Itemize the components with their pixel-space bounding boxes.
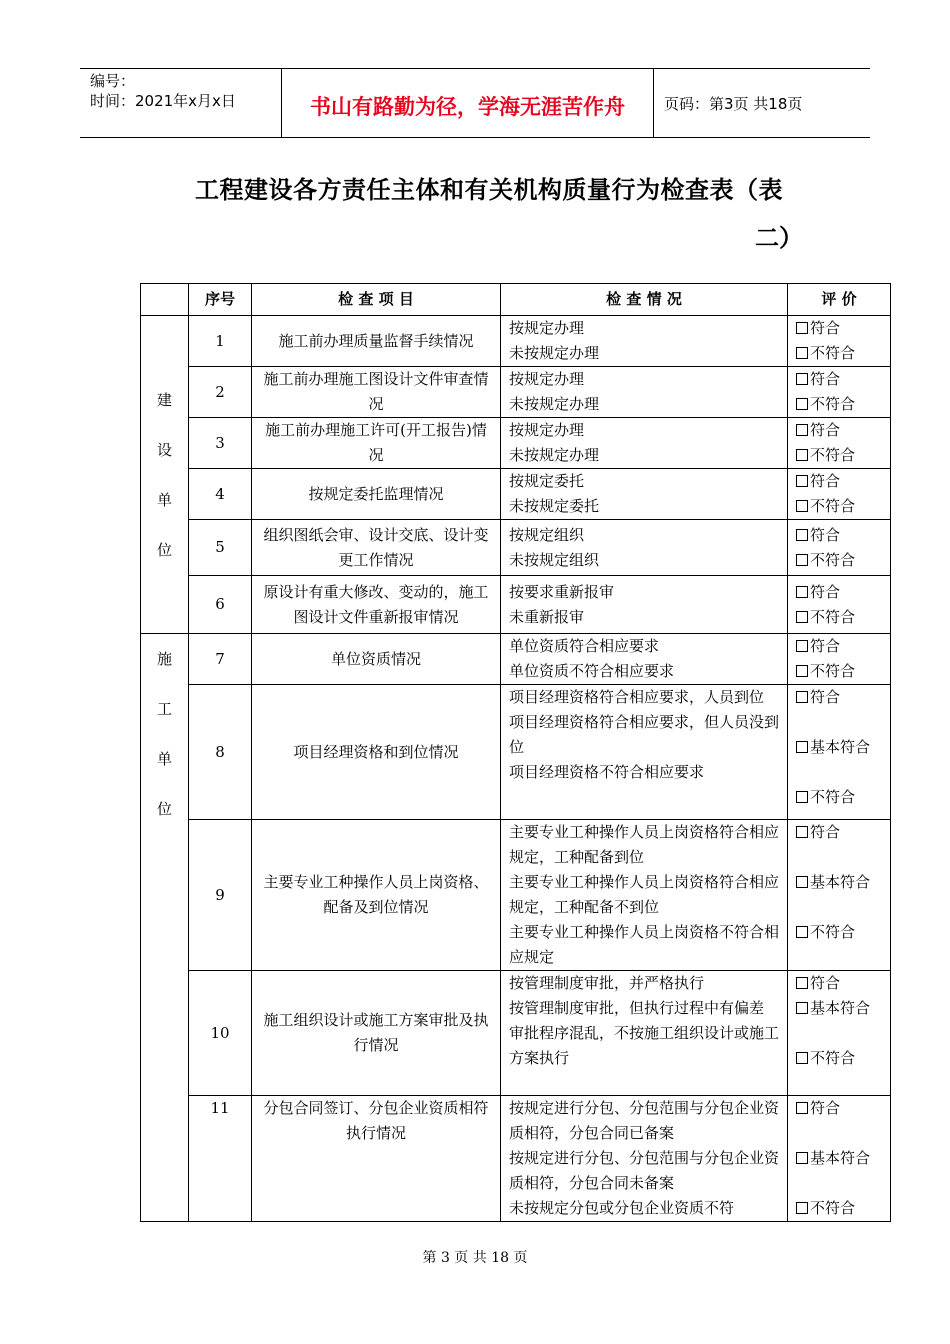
evaluation-option-label: 符合	[810, 370, 841, 388]
evaluation-option[interactable]	[796, 1146, 882, 1171]
column-header-no: 序号	[189, 284, 252, 316]
check-item: 按规定委托监理情况	[252, 469, 501, 520]
evaluation	[788, 367, 891, 418]
checkbox-icon[interactable]	[796, 611, 808, 623]
check-situation-line: 未按规定委托	[509, 497, 600, 515]
column-header-eval: 评 价	[788, 284, 891, 316]
check-situation	[501, 1096, 788, 1222]
section-label-text: 建设单位	[156, 390, 172, 559]
check-situation-line: 按规定进行分包、分包范围与分包企业资质相符，分包合同未备案	[509, 1149, 780, 1192]
check-situation-line: 未重新报审	[509, 607, 585, 626]
table-row	[141, 367, 891, 418]
evaluation-option-label: 符合	[810, 637, 841, 655]
check-situation	[501, 316, 788, 367]
table-header-row	[141, 284, 891, 316]
row-number: 10	[189, 971, 252, 1096]
table-row	[141, 520, 891, 576]
checkbox-icon[interactable]	[796, 791, 808, 803]
evaluation-option-label: 符合	[810, 974, 841, 992]
evaluation-option-label: 不符合	[810, 788, 856, 806]
check-situation	[501, 820, 788, 971]
evaluation	[788, 820, 891, 971]
checkbox-icon[interactable]	[796, 322, 808, 334]
check-situation-line: 项目经理资格符合相应要求，但人员没到位	[509, 713, 780, 756]
check-situation	[501, 469, 788, 520]
document-title-line2: 二）	[755, 224, 803, 252]
evaluation-option[interactable]	[796, 996, 882, 1021]
check-situation	[501, 634, 788, 685]
evaluation	[788, 634, 891, 685]
check-situation-line: 按规定办理	[509, 319, 585, 337]
checkbox-icon[interactable]	[796, 398, 808, 410]
check-situation-line: 按规定办理	[509, 421, 585, 439]
check-item: 主要专业工种操作人员上岗资格、配备及到位情况	[252, 820, 501, 971]
evaluation-option-label: 符合	[810, 582, 841, 601]
row-number: 8	[189, 685, 252, 820]
section-label	[141, 316, 189, 634]
check-item: 施工组织设计或施工方案审批及执行情况	[252, 971, 501, 1096]
check-item: 施工前办理施工许可(开工报告)情况	[252, 418, 501, 469]
evaluation-option-label: 不符合	[810, 497, 856, 515]
table-row	[141, 820, 891, 971]
checkbox-icon[interactable]	[796, 475, 808, 487]
check-situation-line: 主要专业工种操作人员上岗资格符合相应规定，工种配备不到位	[509, 873, 780, 916]
check-situation-line: 未按规定组织	[509, 550, 600, 569]
evaluation-option[interactable]	[796, 341, 882, 366]
check-item: 组织图纸会审、设计交底、设计变更工作情况	[252, 520, 501, 576]
check-situation-line: 按管理制度审批，并严格执行	[509, 974, 705, 992]
check-situation-line: 单位资质不符合相应要求	[509, 662, 675, 680]
evaluation	[788, 1096, 891, 1222]
check-item: 原设计有重大修改、变动的，施工图设计文件重新报审情况	[252, 576, 501, 634]
row-number: 1	[189, 316, 252, 367]
evaluation-option-label: 符合	[810, 319, 841, 337]
check-item: 施工前办理质量监督手续情况	[252, 316, 501, 367]
document-date: 时间：2021年x月x日	[90, 92, 236, 110]
checkbox-icon[interactable]	[796, 1052, 808, 1064]
evaluation-option-label: 不符合	[810, 344, 856, 362]
evaluation	[788, 469, 891, 520]
document-title-line1: 工程建设各方责任主体和有关机构质量行为检查表（表	[195, 176, 783, 204]
checkbox-icon[interactable]	[796, 347, 808, 359]
checkbox-icon[interactable]	[796, 1202, 808, 1214]
evaluation	[788, 576, 891, 634]
check-situation	[501, 418, 788, 469]
row-number: 3	[189, 418, 252, 469]
check-item: 施工前办理施工图设计文件审查情况	[252, 367, 501, 418]
check-situation-line: 按规定进行分包、分包范围与分包企业资质相符，分包合同已备案	[509, 1099, 780, 1142]
check-situation-line: 按规定组织	[509, 525, 585, 544]
section-label-text: 施工单位	[156, 650, 172, 818]
evaluation-option-label: 不符合	[810, 395, 856, 413]
header-page-info: 页码：第3页 共18页	[664, 95, 803, 113]
checkbox-icon[interactable]	[796, 586, 808, 598]
evaluation	[788, 520, 891, 576]
evaluation-option[interactable]	[796, 870, 882, 895]
check-situation-line: 主要专业工种操作人员上岗资格符合相应规定，工种配备到位	[509, 823, 780, 866]
evaluation-option-label: 基本符合	[810, 873, 871, 891]
evaluation	[788, 971, 891, 1096]
evaluation-option[interactable]	[796, 548, 882, 573]
table-row	[141, 685, 891, 820]
check-situation	[501, 685, 788, 820]
evaluation-option[interactable]	[796, 634, 882, 659]
inspection-table	[140, 283, 891, 1222]
column-header-item: 检 查 项 目	[252, 284, 501, 316]
checkbox-icon[interactable]	[796, 529, 808, 541]
evaluation-option-label: 不符合	[810, 662, 856, 680]
evaluation	[788, 685, 891, 820]
check-situation	[501, 520, 788, 576]
evaluation-option[interactable]	[796, 1096, 882, 1121]
checkbox-icon[interactable]	[796, 449, 808, 461]
checkbox-icon[interactable]	[796, 424, 808, 436]
evaluation-option[interactable]	[796, 785, 882, 810]
evaluation-option-label: 符合	[810, 525, 841, 544]
evaluation-option[interactable]	[796, 820, 882, 845]
row-number: 7	[189, 634, 252, 685]
check-situation-line: 按规定委托	[509, 472, 585, 490]
evaluation-option[interactable]	[796, 971, 882, 996]
evaluation-option-label: 不符合	[810, 1049, 856, 1067]
checkbox-icon[interactable]	[796, 640, 808, 652]
check-situation-line: 未按规定办理	[509, 395, 600, 413]
checkbox-icon[interactable]	[796, 826, 808, 838]
document-number-label: 编号：	[90, 72, 136, 90]
evaluation-option[interactable]	[796, 469, 882, 494]
check-situation-line: 主要专业工种操作人员上岗资格不符合相应规定	[509, 923, 780, 966]
check-situation-line: 单位资质符合相应要求	[509, 637, 660, 655]
evaluation-option[interactable]	[796, 920, 882, 945]
evaluation-option-label: 符合	[810, 472, 841, 490]
checkbox-icon[interactable]	[796, 500, 808, 512]
evaluation-option-label: 不符合	[810, 550, 856, 569]
check-situation-line: 审批程序混乱，不按施工组织设计或施工方案执行	[509, 1024, 780, 1067]
evaluation-option[interactable]	[796, 523, 882, 548]
evaluation-option[interactable]	[796, 392, 882, 417]
row-number: 5	[189, 520, 252, 576]
header-motto: 书山有路勤为径，学海无涯苦作舟	[310, 95, 625, 119]
evaluation-option[interactable]	[796, 605, 882, 630]
check-item: 单位资质情况	[252, 634, 501, 685]
evaluation-option-label: 符合	[810, 688, 841, 706]
evaluation-option[interactable]	[796, 418, 882, 443]
evaluation-option[interactable]	[796, 1046, 882, 1071]
evaluation	[788, 316, 891, 367]
checkbox-icon[interactable]	[796, 373, 808, 385]
check-situation-line: 按规定办理	[509, 370, 585, 388]
header-meta	[90, 71, 280, 111]
table-row	[141, 418, 891, 469]
header-divider	[653, 69, 654, 137]
check-situation-line: 未按规定办理	[509, 446, 600, 464]
check-situation-line: 项目经理资格不符合相应要求	[509, 763, 705, 781]
checkbox-icon[interactable]	[796, 1152, 808, 1164]
evaluation-option[interactable]	[796, 443, 882, 468]
table-row	[141, 971, 891, 1096]
evaluation-option-label: 不符合	[810, 923, 856, 941]
table-row	[141, 634, 891, 685]
check-situation	[501, 971, 788, 1096]
check-situation-line: 项目经理资格符合相应要求，人员到位	[509, 688, 765, 706]
column-header-check: 检 查 情 况	[501, 284, 788, 316]
check-situation	[501, 576, 788, 634]
checkbox-icon[interactable]	[796, 926, 808, 938]
evaluation-option-label: 不符合	[810, 1199, 856, 1217]
evaluation-option-label: 基本符合	[810, 738, 871, 756]
row-number: 9	[189, 820, 252, 971]
row-number: 11	[189, 1096, 252, 1222]
row-number: 2	[189, 367, 252, 418]
evaluation-option[interactable]	[796, 659, 882, 684]
evaluation-option-label: 符合	[810, 1099, 841, 1117]
row-number: 4	[189, 469, 252, 520]
table-row	[141, 576, 891, 634]
evaluation-option[interactable]	[796, 367, 882, 392]
checkbox-icon[interactable]	[796, 665, 808, 677]
section-label	[141, 634, 189, 1222]
table-row	[141, 1096, 891, 1222]
evaluation-option[interactable]	[796, 685, 882, 710]
check-situation-line: 未按规定分包或分包企业资质不符	[509, 1199, 735, 1217]
checkbox-icon[interactable]	[796, 876, 808, 888]
checkbox-icon[interactable]	[796, 977, 808, 989]
evaluation-option-label: 符合	[810, 823, 841, 841]
evaluation-option[interactable]	[796, 316, 882, 341]
evaluation-option-label: 不符合	[810, 446, 856, 464]
check-item: 分包合同签订、分包企业资质相符执行情况	[252, 1096, 501, 1222]
evaluation-option[interactable]	[796, 494, 882, 519]
evaluation	[788, 418, 891, 469]
table-row	[141, 469, 891, 520]
checkbox-icon[interactable]	[796, 691, 808, 703]
evaluation-option-label: 基本符合	[810, 999, 871, 1017]
check-situation-line: 未按规定办理	[509, 344, 600, 362]
table-row	[141, 316, 891, 367]
check-item: 项目经理资格和到位情况	[252, 685, 501, 820]
evaluation-option-label: 不符合	[810, 607, 856, 626]
evaluation-option[interactable]	[796, 735, 882, 760]
evaluation-option-label: 基本符合	[810, 1149, 871, 1167]
checkbox-icon[interactable]	[796, 741, 808, 753]
check-situation	[501, 367, 788, 418]
checkbox-icon[interactable]	[796, 1102, 808, 1114]
row-number: 6	[189, 576, 252, 634]
checkbox-icon[interactable]	[796, 1002, 808, 1014]
evaluation-option[interactable]	[796, 1196, 882, 1221]
check-situation-line: 按管理制度审批，但执行过程中有偏差	[509, 999, 765, 1017]
evaluation-option-label: 符合	[810, 421, 841, 439]
column-header-section	[141, 284, 189, 316]
page-header	[80, 68, 870, 138]
evaluation-option[interactable]	[796, 580, 882, 605]
check-situation-line: 按要求重新报审	[509, 582, 615, 601]
checkbox-icon[interactable]	[796, 554, 808, 566]
page-footer: 第 3 页 共 18 页	[422, 1250, 528, 1266]
